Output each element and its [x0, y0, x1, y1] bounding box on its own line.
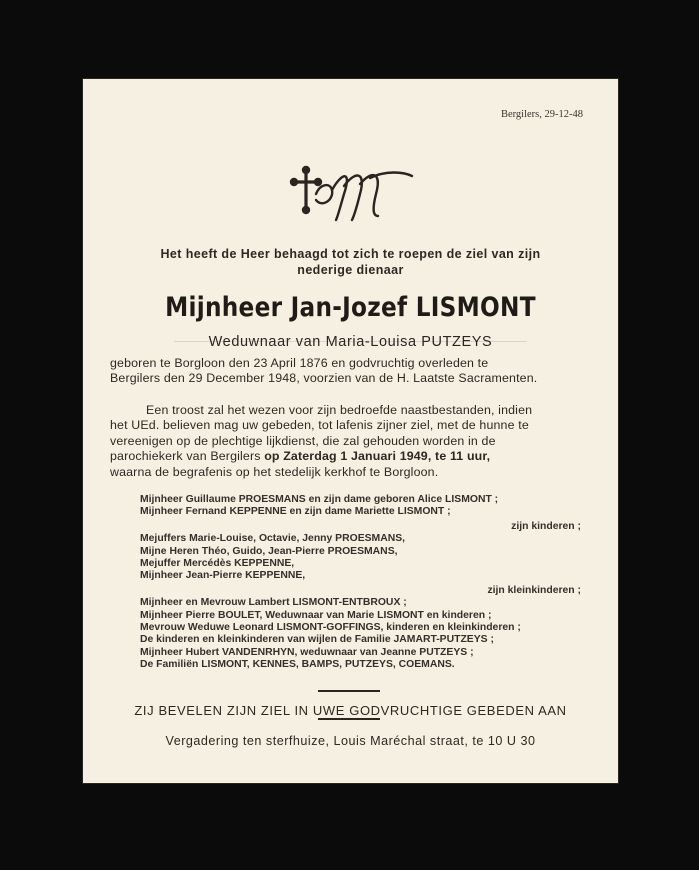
divider-bottom [318, 718, 380, 720]
family-row: Mejuffers Marie-Louise, Octavie, Jenny PROESMANS, [140, 533, 406, 545]
church-text: parochiekerk van Bergilers [110, 449, 265, 464]
paragraph-line: waarna de begrafenis op het stedelijk kerkhof te Borgloon. [110, 464, 439, 479]
paragraph-line: geboren te Borgloon den 23 April 1876 en godvruchtig overleden te [110, 356, 489, 370]
deceased-name: Mijnheer Jan-Jozef LISMONT [165, 292, 536, 323]
cross-monogram [82, 151, 619, 233]
children-label: zijn kinderen ; [511, 520, 581, 532]
service-paragraph [110, 403, 585, 480]
family-row: Mijnheer Guillaume PROESMANS en zijn dame geboren Alice LISMONT ; [140, 494, 499, 505]
paragraph-line: Een troost zal het wezen voor zijn bedroefde naastbestanden, indien [146, 403, 533, 417]
death-notice-card [82, 78, 619, 784]
paragraph-line: Bergilers den 29 December 1948, voorzien van de H. Laatste Sacramenten. [110, 371, 538, 386]
cross-monogram-icon [285, 151, 416, 228]
family-row: De Familiën LISMONT, KENNES, BAMPS, PUTZEYS, COEMANS. [140, 659, 455, 671]
family-row: Mijnheer en Mevrouw Lambert LISMONT-ENTBROUX ; [140, 597, 407, 609]
gathering-info: Vergadering ten sterfhuize, Louis Maréchal straat, te 10 U 30 [165, 734, 536, 748]
intro-line: Het heeft de Heer behaagd tot zich te roepen de ziel van zijn [160, 247, 541, 261]
intro-text [82, 246, 619, 278]
family-row: De kinderen en kleinkinderen van wijlen de Familie JAMART-PUTZEYS ; [140, 634, 494, 646]
family-row: Mijnheer Jean-Pierre KEPPENNE, [140, 570, 306, 582]
family-row: Mevrouw Weduwe Leonard LISMONT-GOFFINGS, kinderen en kleinkinderen ; [140, 622, 521, 634]
family-row: Mijne Heren Théo, Guido, Jean-Pierre PROESMANS, [140, 545, 398, 557]
family-row: Mejuffer Mercédès KEPPENNE, [140, 558, 295, 570]
family-row: Mijnheer Fernand KEPPENNE en zijn dame Mariette LISMONT ; [140, 506, 451, 518]
family-row: Mijnheer Hubert VANDENRHYN, weduwnaar van Jeanne PUTZEYS ; [140, 646, 474, 658]
family-row: Mijnheer Pierre BOULET, Weduwnaar van Marie LISMONT en kinderen ; [140, 609, 492, 621]
notice-date: Bergilers, 29-12-48 [500, 109, 583, 120]
family-list [140, 494, 581, 672]
divider-top [318, 690, 380, 692]
widower-line: Weduwnaar van Maria-Louisa PUTZEYS [208, 334, 493, 350]
birth-death-paragraph [110, 356, 585, 387]
paragraph-line: het UEd. believen mag uw gebeden, tot lafenis zijner ziel, met de hunne te [110, 418, 529, 433]
paragraph-line [110, 449, 585, 464]
monogram-letter: M [285, 151, 299, 168]
paragraph-line: vereenigen op de plechtige lijkdienst, die zal gehouden worden in de [110, 433, 496, 448]
service-date: op Zaterdag 1 Januari 1949, te 11 uur, [264, 449, 491, 464]
grandchildren-label: zijn kleinkinderen ; [487, 584, 581, 596]
prayer-request: ZIJ BEVELEN ZIJN ZIEL IN UWE GODVRUCHTIGE GEBEDEN AAN [134, 703, 567, 718]
intro-line: nederige dienaar [297, 263, 404, 277]
